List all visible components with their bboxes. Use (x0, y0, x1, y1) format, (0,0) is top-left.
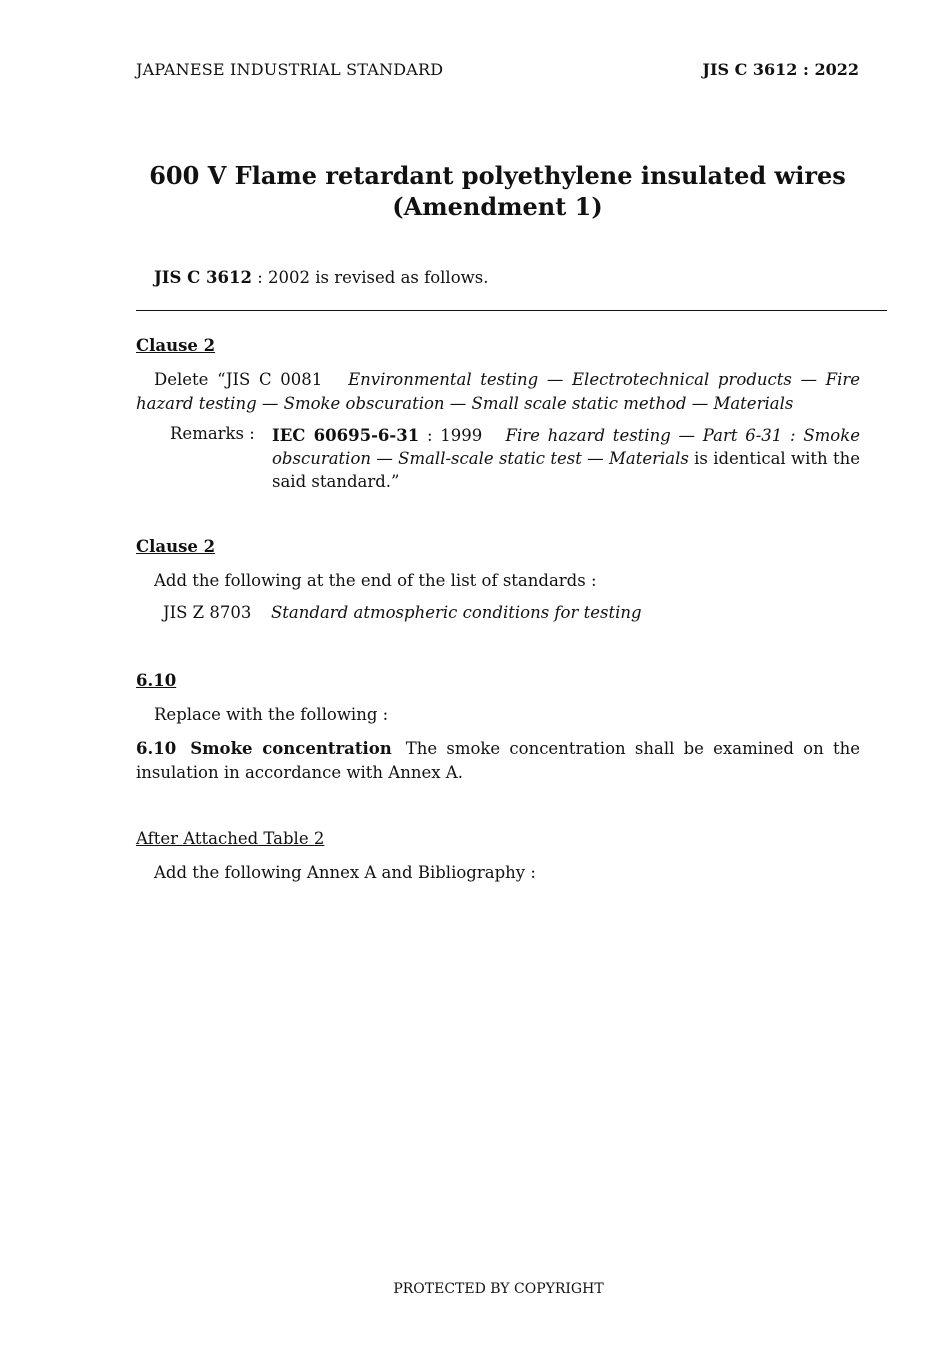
remarks-end: is identical with the said standard.” (272, 449, 860, 491)
remarks-year: : 1999 (419, 426, 506, 445)
remarks-italic: Fire hazard testing — Part 6-31 : Smoke obscuration — Small-scale static test — Materials (272, 426, 860, 468)
section1-heading: Clause 2 (136, 336, 216, 355)
intro-statement (154, 268, 488, 287)
remarks-label: Remarks : (170, 424, 255, 443)
intro-text: : 2002 is revised as follows. (252, 268, 489, 287)
section1-paragraph (136, 368, 860, 416)
subclause-title: Smoke concentration (190, 739, 392, 758)
section4-text: Add the following Annex A and Bibliography : (154, 863, 536, 882)
section1-text: Delete “JIS C 0081 (154, 370, 349, 389)
section4-heading: After Attached Table 2 (136, 829, 325, 848)
section2-text: Add the following at the end of the list of standards : (154, 571, 597, 590)
standard-title: Standard atmospheric conditions for testing (271, 603, 642, 622)
subclause-text: The smoke concentration shall be examined on the insulation in accordance with Annex A. (136, 739, 860, 782)
header-standard-number: JIS C 3612 : 2022 (702, 60, 859, 79)
section3-text: Replace with the following : (154, 705, 389, 724)
header-standard-type: JAPANESE INDUSTRIAL STANDARD (136, 60, 444, 79)
standard-code: JIS Z 8703 (163, 603, 252, 622)
footer-copyright: PROTECTED BY COPYRIGHT (393, 1281, 604, 1297)
page-title (100, 160, 895, 222)
title-line-1: 600 V Flame retardant polyethylene insulated wires (149, 161, 846, 190)
remarks-code: IEC 60695-6-31 (272, 426, 420, 445)
section1-italic: Environmental testing — Electrotechnical products — Fire hazard testing — Smoke obscuration — Small scale static method — Materials (136, 370, 860, 413)
section3-heading: 6.10 (136, 671, 177, 690)
subclause-paragraph (136, 737, 860, 785)
title-line-2: (Amendment 1) (392, 192, 603, 221)
subclause-number: 6.10 (136, 739, 177, 758)
intro-code: JIS C 3612 (154, 268, 252, 287)
remarks-body (272, 424, 860, 493)
divider (136, 310, 887, 311)
section2-heading: Clause 2 (136, 537, 216, 556)
